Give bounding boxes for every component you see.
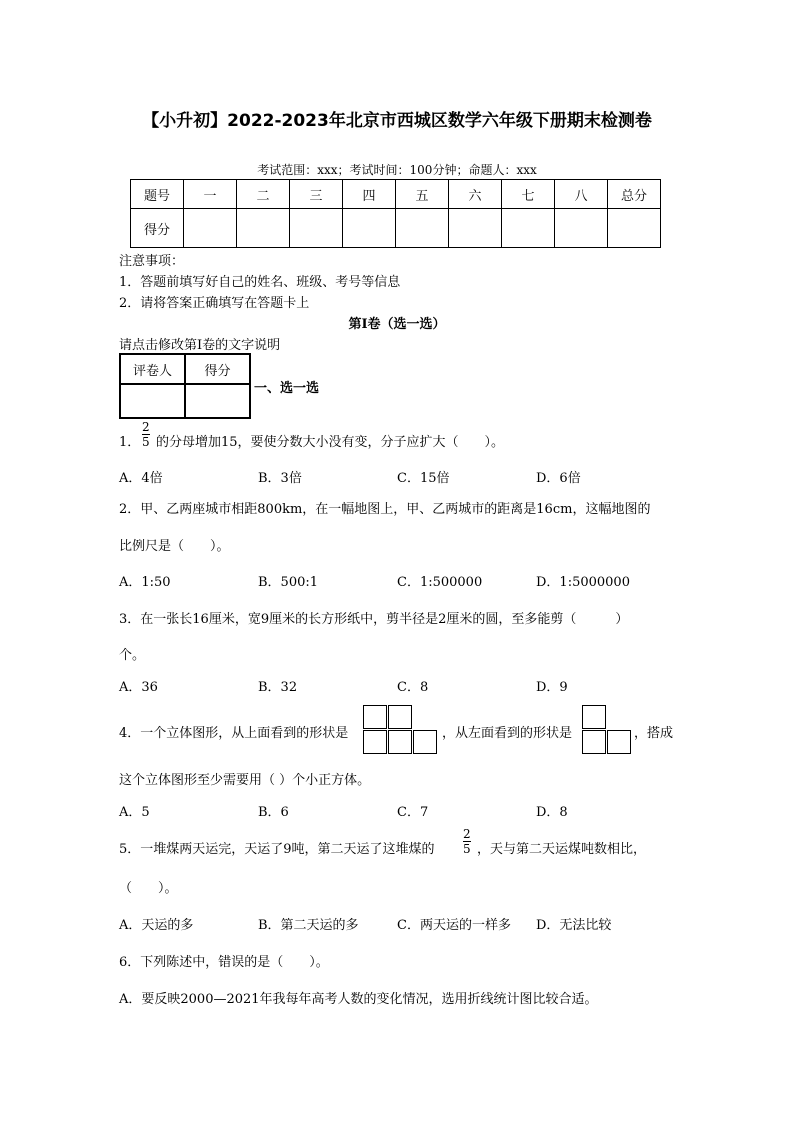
exam-info: 考试范围：xxx；考试时间：100分钟；命题人：xxx	[257, 163, 537, 177]
question-1-fraction	[142, 420, 150, 449]
grader-blank-cell	[120, 384, 185, 418]
fraction-denominator: 5	[142, 435, 150, 449]
question-3-text-cont: 个。	[119, 648, 146, 663]
score-blank-cell	[343, 209, 396, 248]
score-cell: 题号	[131, 180, 184, 209]
score-table	[130, 179, 661, 248]
section-title: 第I卷（选一选）	[348, 317, 446, 332]
question-4-text-end: ，搭成	[634, 726, 674, 741]
option-b: B．32	[258, 680, 298, 695]
option-a: A．要反映2000—2021年我每年高考人数的变化情况，选用折线统计图比较合适。	[119, 992, 598, 1007]
option-b: B．3倍	[258, 471, 302, 486]
question-2-text-cont: 比例尺是（ ）。	[119, 539, 230, 554]
score-cell: 二	[237, 180, 290, 209]
part-title: 一、选一选	[254, 381, 320, 396]
option-c: C．8	[397, 680, 429, 695]
option-b: B．6	[258, 805, 289, 820]
option-d: D．1:5000000	[536, 575, 630, 590]
fraction-numerator: 2	[463, 827, 471, 841]
option-d: D．无法比较	[536, 918, 612, 933]
figure-square	[607, 730, 631, 754]
figure-square	[582, 730, 606, 754]
score-table-score-row	[131, 209, 661, 248]
figure-square	[363, 705, 387, 729]
score-blank-cell	[184, 209, 237, 248]
question-1-number: 1．	[119, 435, 141, 450]
option-a: A．36	[119, 680, 158, 695]
score-row-label: 得分	[131, 209, 184, 248]
question-3-text: 3．在一张长16厘米，宽9厘米的长方形纸中，剪半径是2厘米的圆，至多能剪（ ）	[119, 612, 629, 627]
score-cell: 五	[396, 180, 449, 209]
fraction-denominator: 5	[463, 842, 471, 856]
notes-heading: 注意事项：	[119, 254, 185, 269]
question-4-text-mid: ，从左面看到的形状是	[442, 726, 573, 741]
score-cell: 六	[449, 180, 502, 209]
score-blank-cell	[396, 209, 449, 248]
grader-header: 得分	[185, 354, 250, 384]
score-cell: 三	[290, 180, 343, 209]
option-a: A．1:50	[119, 575, 171, 590]
option-a: A．5	[119, 805, 150, 820]
option-b: B．500:1	[258, 575, 319, 590]
score-cell: 四	[343, 180, 396, 209]
grader-header: 评卷人	[120, 354, 185, 384]
question-5-text-cont: （ ）。	[119, 881, 178, 896]
option-d: D．8	[536, 805, 568, 820]
score-blank-cell	[608, 209, 661, 248]
option-a: A．天运的多	[119, 918, 194, 933]
document-title: 【小升初】2022-2023年北京市西城区数学六年级下册期末检测卷	[142, 111, 652, 131]
option-c: C．7	[397, 805, 429, 820]
option-d: D．6倍	[536, 471, 581, 486]
score-blank-cell	[237, 209, 290, 248]
note-item: 1．答题前填写好自己的姓名、班级、考号等信息	[119, 275, 401, 290]
question-5-text-end: ，天与第二天运煤吨数相比，	[477, 842, 647, 857]
question-4-text-cont: 这个立体图形至少需要用（ ）个小正方体。	[119, 773, 371, 788]
figure-square	[388, 705, 412, 729]
score-cell: 八	[555, 180, 608, 209]
score-cell: 总分	[608, 180, 661, 209]
figure-square	[388, 730, 412, 754]
fraction-numerator: 2	[142, 420, 150, 434]
score-cell: 一	[184, 180, 237, 209]
score-blank-cell	[502, 209, 555, 248]
figure-square	[582, 705, 606, 729]
figure-square	[363, 730, 387, 754]
note-item: 2．请将答案正确填写在答题卡上	[119, 296, 310, 311]
score-cell: 七	[502, 180, 555, 209]
grader-table	[119, 353, 251, 419]
figure-square	[413, 730, 437, 754]
option-b: B．第二天运的多	[258, 918, 359, 933]
score-blank-cell	[290, 209, 343, 248]
question-1-text: 的分母增加15，要使分数大小没有变，分子应扩大（ ）。	[156, 435, 505, 450]
question-5-text: 5．一堆煤两天运完，天运了9吨，第二天运了这堆煤的	[119, 842, 435, 857]
section-description: 请点击修改第I卷的文字说明	[119, 338, 281, 353]
question-2-text: 2．甲、乙两座城市相距800km，在一幅地图上，甲、乙两城市的距离是16cm，这幅地图的	[119, 502, 651, 517]
score-blank-cell	[449, 209, 502, 248]
option-d: D．9	[536, 680, 568, 695]
score-blank-cell	[555, 209, 608, 248]
grader-blank-cell	[185, 384, 250, 418]
option-c: C．两天运的一样多	[397, 918, 511, 933]
question-6-text: 6．下列陈述中，错误的是（ ）。	[119, 955, 329, 970]
option-c: C．15倍	[397, 471, 450, 486]
score-table-header-row	[131, 180, 661, 209]
question-5-fraction	[463, 827, 471, 856]
question-4-text: 4．一个立体图形，从上面看到的形状是	[119, 726, 349, 741]
option-a: A．4倍	[119, 471, 163, 486]
option-c: C．1:500000	[397, 575, 483, 590]
